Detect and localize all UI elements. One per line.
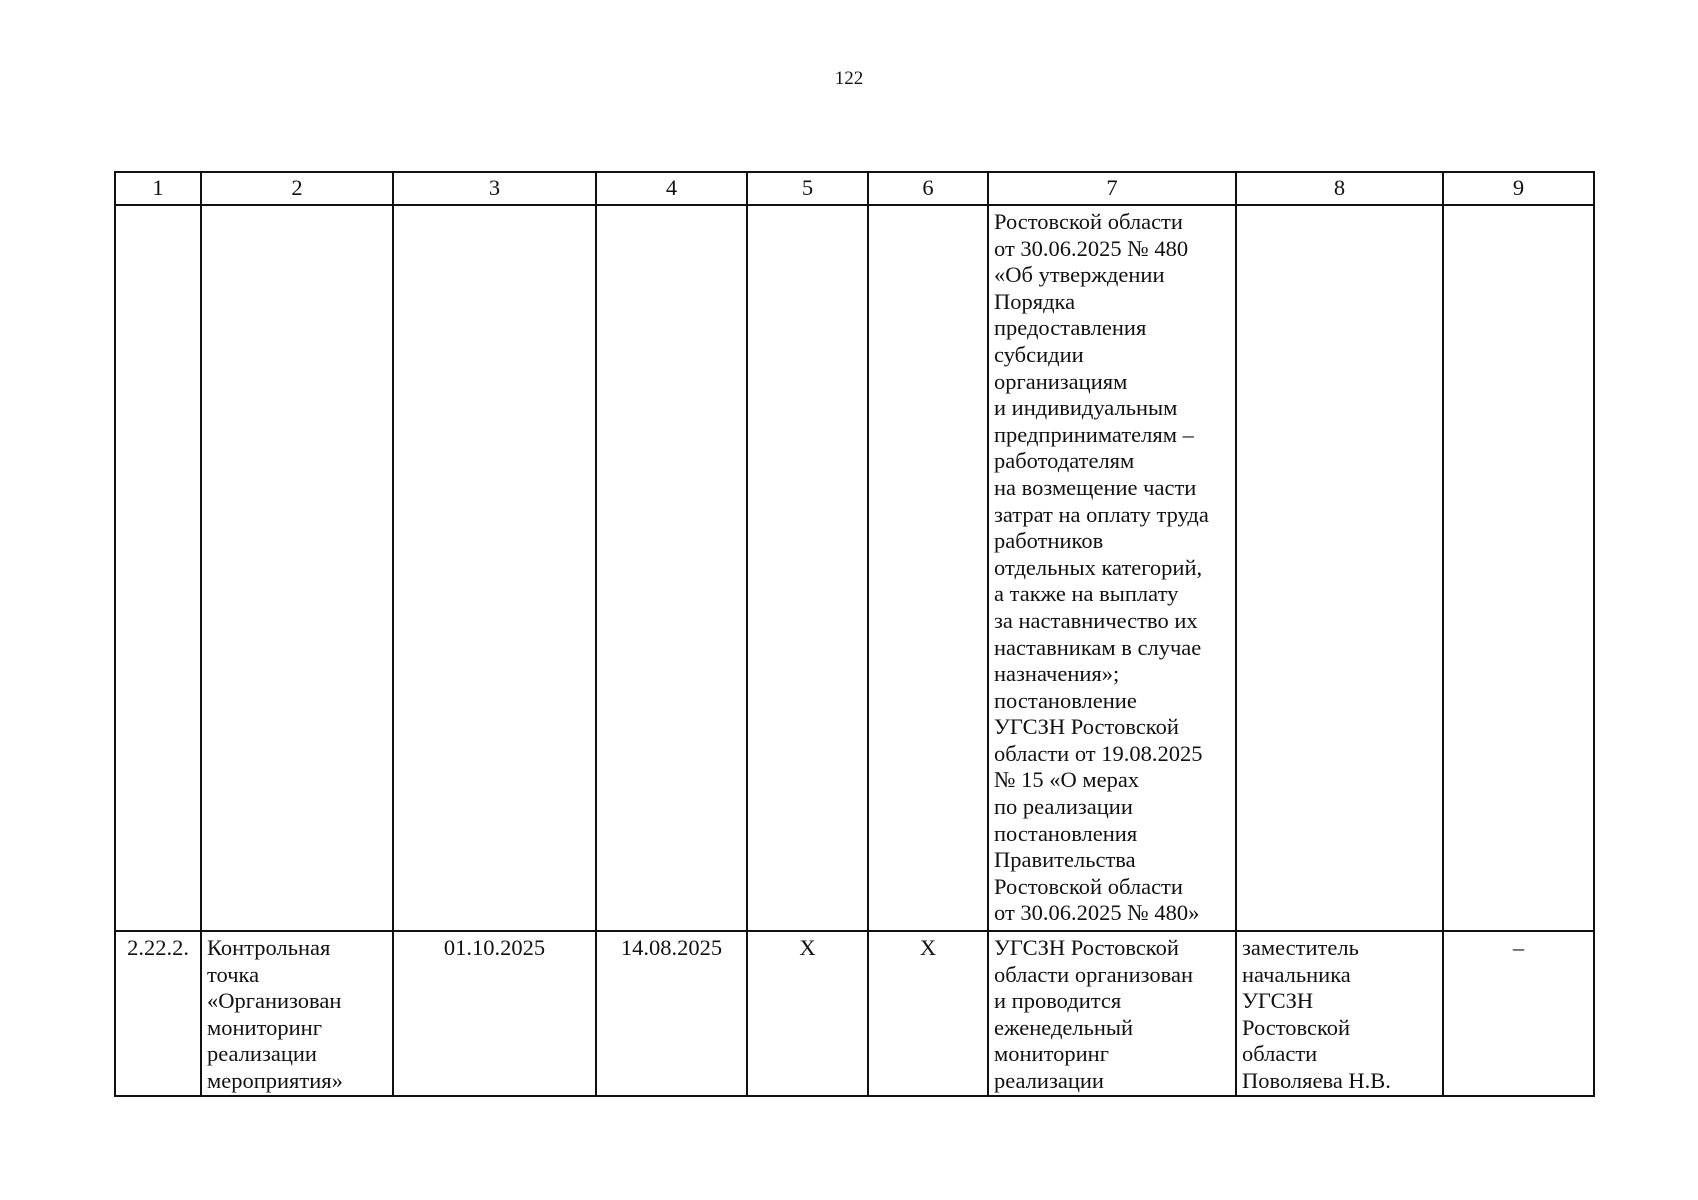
continuation-cell-3 <box>393 205 596 931</box>
entry-cell-6: Х <box>868 931 988 1096</box>
header-cell-9: 9 <box>1443 172 1594 205</box>
entry-end-date: 14.08.2025 <box>596 931 747 1096</box>
header-cell-3: 3 <box>393 172 596 205</box>
header-cell-2: 2 <box>201 172 393 205</box>
header-cell-8: 8 <box>1236 172 1443 205</box>
continuation-cell-9 <box>1443 205 1594 931</box>
header-cell-5: 5 <box>747 172 868 205</box>
header-cell-7: 7 <box>988 172 1236 205</box>
table-header-row <box>115 172 1594 205</box>
continuation-cell-5 <box>747 205 868 931</box>
entry-name: Контрольная точка «Организован мониторинг реализации мероприятия» <box>201 931 393 1096</box>
continuation-cell-4 <box>596 205 747 931</box>
header-cell-6: 6 <box>868 172 988 205</box>
header-cell-1: 1 <box>115 172 201 205</box>
plan-table <box>114 171 1595 1097</box>
continuation-cell-8 <box>1236 205 1443 931</box>
entry-cell-9: – <box>1443 931 1594 1096</box>
entry-result: УГСЗН Ростовской области организован и проводится еженедельный мониторинг реализации <box>988 931 1236 1096</box>
entry-responsible: заместитель начальника УГСЗН Ростовской области Поволяева Н.В. <box>1236 931 1443 1096</box>
continuation-cell-7-legal-basis: Ростовской области от 30.06.2025 № 480 «Об утверждении Порядка предоставления субсидии организациям и индивидуальным предпринимателям – работодателям на возмещение части затрат на оплату труда работников отдельных категорий, а также на выплату за наставничество их наставникам в случае назначения»; постановление УГСЗН Ростовской области от 19.08.2025 № 15 «О мерах по реализации постановления Правительства Ростовской области от 30.06.2025 № 480» <box>988 205 1236 931</box>
table-row-continuation <box>115 205 1594 931</box>
continuation-cell-1 <box>115 205 201 931</box>
page-number: 122 <box>834 68 864 89</box>
continuation-cell-2 <box>201 205 393 931</box>
entry-start-date: 01.10.2025 <box>393 931 596 1096</box>
entry-cell-5: Х <box>747 931 868 1096</box>
header-cell-4: 4 <box>596 172 747 205</box>
continuation-cell-6 <box>868 205 988 931</box>
table-row-2-22-2 <box>115 931 1594 1096</box>
entry-number: 2.22.2. <box>115 931 201 1096</box>
